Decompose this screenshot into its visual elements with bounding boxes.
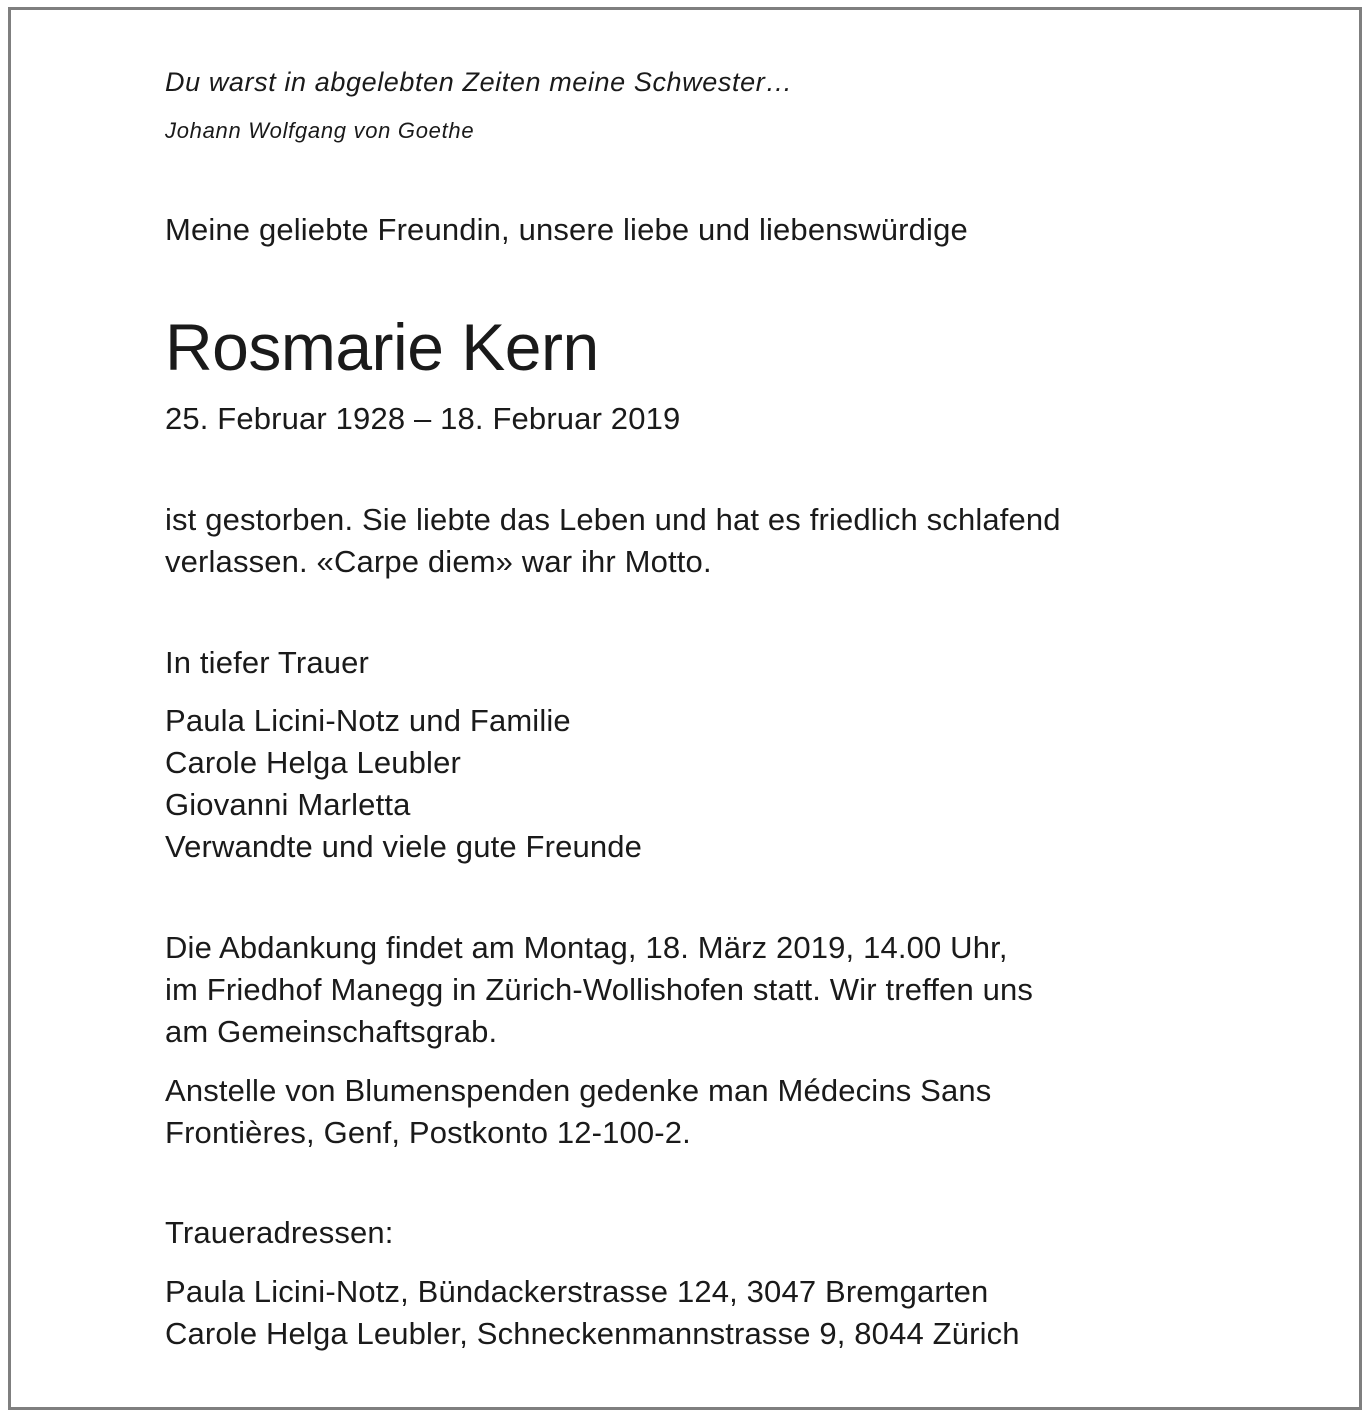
address-line: Carole Helga Leubler, Schneckenmannstrasse 9, 8044 Zürich [165,1316,1020,1351]
ceremony-line: am Gemeinschaftsgrab. [165,1014,498,1049]
mourner-name: Verwandte und viele gute Freunde [165,829,643,864]
quote-author: Johann Wolfgang von Goethe [165,118,475,143]
deceased-name: Rosmarie Kern [165,310,599,384]
addresses-heading: Traueradressen: [165,1215,394,1250]
ceremony-line: im Friedhof Manegg in Zürich-Wollishofen statt. Wir treffen uns [165,972,1034,1007]
message-line: verlassen. «Carpe diem» war ihr Motto. [165,544,712,579]
mourner-name: Giovanni Marletta [165,787,411,822]
ceremony-line: Die Abdankung findet am Montag, 18. März 2019, 14.00 Uhr, [165,930,1008,965]
life-dates: 25. Februar 1928 – 18. Februar 2019 [165,401,681,436]
donation-line: Frontières, Genf, Postkonto 12-100-2. [165,1115,691,1150]
quote-text: Du warst in abgelebten Zeiten meine Schwester… [165,67,793,97]
message-line: ist gestorben. Sie liebte das Leben und hat es friedlich schlafend [165,502,1061,537]
address-line: Paula Licini-Notz, Bündackerstrasse 124, 3047 Bremgarten [165,1274,989,1309]
mourner-name: Paula Licini-Notz und Familie [165,703,571,738]
mourning-heading: In tiefer Trauer [165,645,369,680]
mourner-name: Carole Helga Leubler [165,745,461,780]
donation-line: Anstelle von Blumenspenden gedenke man Médecins Sans [165,1073,992,1108]
intro-text: Meine geliebte Freundin, unsere liebe und liebenswürdige [165,212,968,247]
